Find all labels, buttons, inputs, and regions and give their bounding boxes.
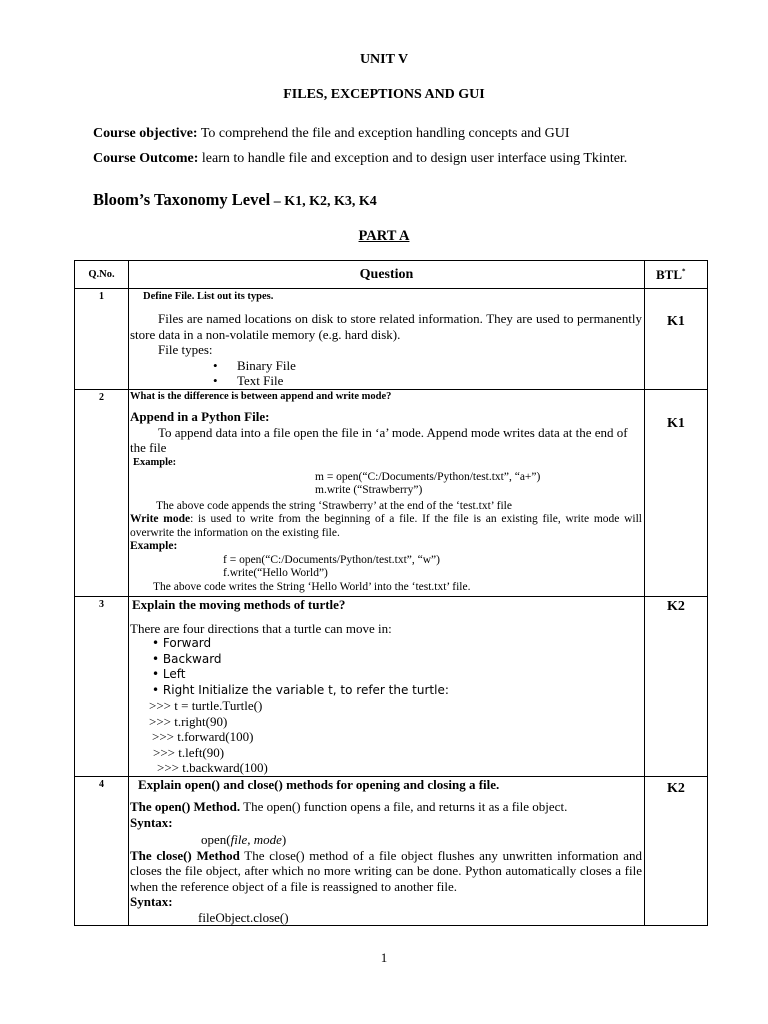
turtle-move: • Backward [152, 651, 222, 666]
question-number: 2 [75, 390, 129, 597]
close-syntax: fileObject.close() [198, 909, 289, 925]
question-cell [129, 597, 645, 777]
code-line: >>> t.backward(100) [157, 760, 268, 775]
table-row [75, 289, 708, 390]
append-note: The above code appends the string ‘Strawberry’ at the end of the ‘test.txt’ file [156, 499, 512, 512]
table-row [75, 776, 708, 926]
write-code-line: f = open(“C:/Documents/Python/test.txt”, “w”) [223, 553, 440, 566]
question-cell [129, 776, 645, 926]
unit-subtitle: FILES, EXCEPTIONS AND GUI [283, 87, 485, 102]
header-qno: Q.No. [75, 261, 129, 289]
course-objective-text: To comprehend the file and exception handling concepts and GUI [197, 126, 570, 141]
file-types-label: File types: [158, 342, 213, 357]
question-number: 4 [75, 776, 129, 926]
question-number: 1 [75, 289, 129, 390]
write-code-line: f.write(“Hello World”) [223, 567, 328, 579]
syntax-label: Syntax: [130, 814, 173, 830]
question-text: Explain open() and close() methods for opening and closing a file. [138, 776, 500, 792]
turtle-move: • Left [152, 667, 186, 681]
append-heading: Append in a Python File: [130, 409, 270, 424]
append-code-line: m = open(“C:/Documents/Python/test.txt”, “a+”) [315, 470, 541, 483]
code-line: >>> t.forward(100) [152, 729, 254, 744]
course-objective [93, 126, 570, 142]
btl-level: K2 [645, 776, 708, 926]
table-row [75, 597, 708, 777]
unit-heading: UNIT V [359, 52, 409, 67]
example-label: Example: [133, 456, 177, 468]
append-text: To append data into a file open the file in ‘a’ mode. Append mode writes data at the end of the file [130, 424, 628, 455]
btl-level: K1 [645, 289, 708, 390]
write-note: The above code writes the String ‘Hello World’ into the ‘test.txt’ file. [153, 580, 471, 593]
code-line: >>> t = turtle.Turtle() [149, 698, 263, 713]
question-text: Explain the moving methods of turtle? [132, 597, 346, 612]
header-btl: BTL* [645, 261, 708, 289]
code-line: >>> t.left(90) [153, 744, 225, 760]
btl-level: K2 [645, 597, 708, 777]
table-row [75, 390, 708, 597]
turtle-move: • Forward [152, 636, 212, 650]
btl-level: K1 [645, 390, 708, 597]
course-outcome [93, 151, 627, 167]
table-header-row [75, 261, 708, 289]
example-label: Example: [130, 540, 178, 552]
bloom-levels: – K1, K2, K3, K4 [270, 194, 377, 209]
course-outcome-label: Course Outcome: [93, 151, 199, 166]
turtle-move: • Right Initialize the variable t, to refer the turtle: [152, 682, 449, 697]
question-text: What is the difference is between append and write mode? [130, 391, 392, 402]
header-question: Question [129, 261, 645, 289]
turtle-intro: There are four directions that a turtle can move in: [130, 620, 392, 636]
course-objective-label: Course objective: [93, 126, 198, 141]
questions-table [74, 260, 708, 926]
syntax-label: Syntax: [130, 894, 173, 909]
question-cell [129, 289, 645, 390]
bloom-label: Bloom’s Taxonomy Level [93, 190, 271, 209]
part-heading: PART A [358, 228, 410, 244]
write-mode-text: Write mode: is used to write from the beginning of a file. If the file is an existing file, write mode will overwrite the information on the existing file. [130, 513, 642, 539]
course-outcome-text: learn to handle file and exception and to design user interface using Tkinter. [198, 151, 628, 166]
question-cell [129, 390, 645, 597]
file-types-list [130, 358, 642, 389]
bloom-taxonomy-line [93, 190, 377, 210]
close-method-text: The close() Method The close() method of a file object flushes any unwritten information and closes the file object, after which no more writing can be done. Python automatically closes a file when the reference object of a file is reassigned to another file. [130, 847, 643, 894]
code-line: >>> t.right(90) [149, 713, 228, 729]
append-code-line: m.write (“Strawberry”) [315, 484, 423, 496]
list-item: • Binary File [213, 358, 642, 374]
list-item: • Text File [213, 373, 642, 389]
open-method-text: The open() Method. The open() function opens a file, and returns it as a file object. [130, 799, 568, 814]
question-text: Define File. List out its types. [143, 291, 274, 302]
page-number: 1 [380, 950, 388, 965]
answer-text: Files are named locations on disk to store related information. They are used to permanently store data in a non-volatile memory (e.g. hard disk). [130, 311, 642, 342]
question-number: 3 [75, 597, 129, 777]
open-syntax: open(file, mode) [201, 832, 287, 847]
